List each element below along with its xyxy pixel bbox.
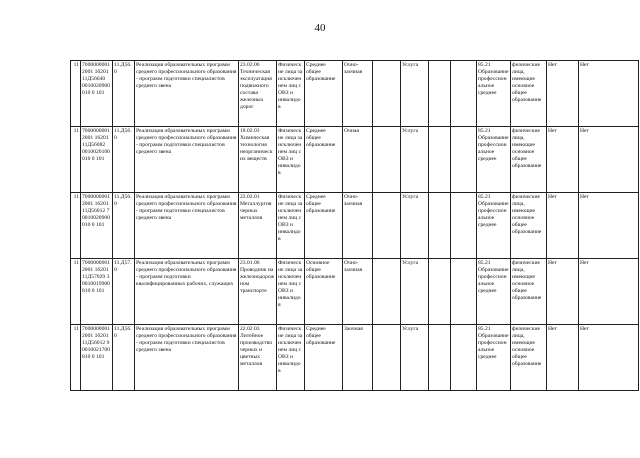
empty-cell [429,61,451,127]
service-kind: 11.Д57.0 [113,259,135,325]
specialty: 22.02.03 Литейное производство черных и цветных металлов [239,325,277,391]
specialty: 18.02.03 Химическая технология неорганических веществ [239,127,277,193]
row-number: 11 [71,193,81,259]
service-kind: 11.Д56.0 [113,61,135,127]
study-form: Заочная [343,325,373,391]
table-row [71,193,639,259]
consumer-category: физические лица, имеющие основное общее образование [511,193,547,259]
program-name: Реализация образовательных программ среднего профессионального образования - программ подготовки специалистов среднего звена [135,127,239,193]
person-category: Физические лица за исключением лиц с ОВЗ и инвалидов [277,61,305,127]
empty-cell [429,259,451,325]
registry-code: 70000000012001 16201 11Д56040 0010020900010 0 101 [81,61,113,127]
person-category: Физические лица за исключением лиц с ОВЗ и инвалидов [277,127,305,193]
empty-cell [451,61,477,127]
registry-code: 70000000012001 16201 11Д56012 7 0010020900010 0 101 [81,193,113,259]
empty-cell [373,193,401,259]
specialty: 22.02.01 Металлургия черных металлов [239,193,277,259]
empty-cell [373,61,401,127]
empty-cell [373,259,401,325]
registry-code: 70000000012001 16201 11Д56012 9 0010021700810 0 101 [81,325,113,391]
education-base: Основное общее образование [305,259,343,325]
program-name: Реализация образовательных программ среднего профессионального образования - программ подготовки специалистов среднего звена [135,193,239,259]
flag-no-1: Нет [547,325,579,391]
empty-cell [373,325,401,391]
flag-no-1: Нет [547,193,579,259]
specialty: 23.02.06 Техническая эксплуатация подвижного состава железных дорог [239,61,277,127]
table-body [71,61,639,391]
table-row [71,325,639,391]
row-number: 11 [71,127,81,193]
specialty: 23.01.06 Проводник на железнодорожном транспорте [239,259,277,325]
registry-code: 70000000012001 16201 11Д57029 3 0010019900810 0 101 [81,259,113,325]
program-name: Реализация образовательных программ среднего профессионального образования - программ подготовки специалистов среднего звена [135,325,239,391]
flag-no-2: Нет [579,61,639,127]
consumer-category: физические лица, имеющие основное общее образование [511,325,547,391]
program-name: Реализация образовательных программ среднего профессионального образования - программ подготовки квалифицированных рабочих, служащих [135,259,239,325]
table-row [71,61,639,127]
study-form: Очно-заочная [343,193,373,259]
entry-type: Услуга [401,127,429,193]
entry-type: Услуга [401,259,429,325]
row-number: 11 [71,325,81,391]
registry-table [70,60,639,391]
flag-no-2: Нет [579,193,639,259]
study-form: Очно-заочная [343,61,373,127]
empty-cell [373,127,401,193]
flag-no-1: Нет [547,127,579,193]
person-category: Физические лица за исключением лиц с ОВЗ и инвалидов [277,259,305,325]
education-base: Среднее общее образование [305,325,343,391]
flag-no-2: Нет [579,325,639,391]
service-kind: 11.Д56.0 [113,325,135,391]
person-category: Физические лица за исключением лиц с ОВЗ и инвалидов [277,193,305,259]
entry-type: Услуга [401,61,429,127]
education-base: Среднее общее образование [305,193,343,259]
empty-cell [429,127,451,193]
flag-no-1: Нет [547,259,579,325]
program-name: Реализация образовательных программ среднего профессионального образования - программ подготовки специалистов среднего звена [135,61,239,127]
row-number: 11 [71,259,81,325]
education-base: Среднее общее образование [305,61,343,127]
empty-cell [451,193,477,259]
registry-code: 70000000012001 16201 11Д56082 0010020100010 0 101 [81,127,113,193]
education-okved: 85.21 Образование профессиональное среднее [477,325,511,391]
person-category: Физические лица за исключением лиц с ОВЗ и инвалидов [277,325,305,391]
empty-cell [451,259,477,325]
study-form: Очная [343,127,373,193]
education-okved: 85.21 Образование профессиональное среднее [477,61,511,127]
entry-type: Услуга [401,325,429,391]
service-kind: 11.Д56.0 [113,193,135,259]
study-form: Очно-заочная [343,259,373,325]
entry-type: Услуга [401,193,429,259]
consumer-category: физические лица, имеющие основное общее образование [511,61,547,127]
page-number: 40 [314,22,326,34]
consumer-category: физические лица, имеющие основное общее образование [511,127,547,193]
table-row [71,259,639,325]
flag-no-2: Нет [579,127,639,193]
empty-cell [451,127,477,193]
flag-no-1: Нет [547,61,579,127]
empty-cell [429,193,451,259]
flag-no-2: Нет [579,259,639,325]
education-okved: 85.21 Образование профессиональное среднее [477,127,511,193]
table-row [71,127,639,193]
service-kind: 11.Д56.0 [113,127,135,193]
education-base: Среднее общее образование [305,127,343,193]
consumer-category: физические лица, имеющие основное общее образование [511,259,547,325]
row-number: 11 [71,61,81,127]
empty-cell [451,325,477,391]
education-okved: 85.21 Образование профессиональное среднее [477,193,511,259]
empty-cell [429,325,451,391]
education-okved: 85.21 Образование профессиональное среднее [477,259,511,325]
